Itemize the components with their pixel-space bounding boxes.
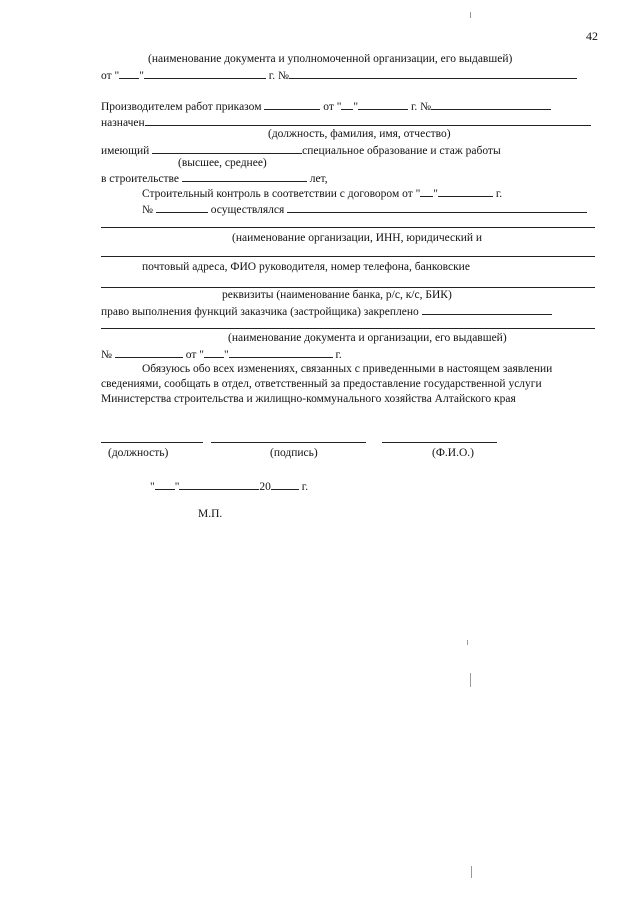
appointed-label: назначен xyxy=(101,117,145,129)
signature-line[interactable] xyxy=(211,442,366,443)
customer-functions-text: право выполнения функций заказчика (застройщика) закреплено xyxy=(101,306,419,318)
construction-control-text: Строительный контроль в соответствии с договором от " xyxy=(142,188,421,200)
year-number-label: г. № xyxy=(268,70,289,82)
document-number-date-line: № от " " г. xyxy=(101,349,342,361)
page-number: 42 xyxy=(586,29,598,43)
date-line: " " 20 г. xyxy=(150,481,309,493)
stamp-place: М.П. xyxy=(198,508,223,520)
from-label: от " xyxy=(101,70,120,82)
month-field[interactable] xyxy=(179,480,259,490)
number-field[interactable] xyxy=(289,69,577,79)
work-producer-label: Производителем работ приказом xyxy=(101,101,262,113)
document-organization-caption: (наименование документа и организации, его выдавшей) xyxy=(228,332,507,344)
day-field[interactable] xyxy=(420,187,433,197)
having-label: имеющий xyxy=(101,145,150,157)
month-field[interactable] xyxy=(144,69,266,79)
education-field[interactable] xyxy=(152,144,302,154)
month-field[interactable] xyxy=(438,187,493,197)
organization-field[interactable] xyxy=(287,203,587,213)
obligation-paragraph-line-3: Министерства строительства и жилищно-коммунального хозяйства Алтайского края xyxy=(101,393,516,405)
organization-caption: (наименование организации, ИНН, юридический и xyxy=(232,232,483,244)
document-number-field[interactable] xyxy=(115,348,183,358)
obligation-paragraph-line-1: Обязуюсь обо всех изменениях, связанных с приведенными в настоящем заявлении xyxy=(142,363,553,375)
education-text: специальное образование и стаж работы xyxy=(302,145,501,157)
address-caption: почтовый адреса, ФИО руководителя, номер телефона, банковские xyxy=(142,261,470,273)
day-field[interactable] xyxy=(119,69,139,79)
organization-line-3[interactable] xyxy=(101,256,595,257)
day-field[interactable] xyxy=(341,100,353,110)
obligation-paragraph-line-2: сведениями, сообщать в отдел, ответственный за предоставление государственной услуги xyxy=(101,378,542,390)
bank-details-caption: реквизиты (наименование банка, р/с, к/с, БИК) xyxy=(222,289,452,301)
day-field[interactable] xyxy=(155,480,175,490)
bank-details-line[interactable] xyxy=(101,287,595,288)
day-field[interactable] xyxy=(204,348,224,358)
month-field[interactable] xyxy=(358,100,408,110)
construction-control-line: Строительный контроль в соответствии с договором от " " г. xyxy=(142,188,503,200)
order-field[interactable] xyxy=(264,100,320,110)
appointed-field[interactable] xyxy=(145,116,591,126)
organization-line-2[interactable] xyxy=(101,227,595,228)
performed-label: осуществлялся xyxy=(210,204,285,216)
document-date-number-line: от " " г. № xyxy=(101,69,577,83)
assigned-field[interactable] xyxy=(422,305,552,315)
sign-caption: (подпись) xyxy=(270,447,318,459)
position-signature-line[interactable] xyxy=(101,442,203,443)
education-caption: (высшее, среднее) xyxy=(178,157,267,169)
construction-label: в строительстве xyxy=(101,173,179,185)
document-line[interactable] xyxy=(101,328,595,329)
experience-field[interactable] xyxy=(182,172,307,182)
month-field[interactable] xyxy=(229,348,333,358)
number-field[interactable] xyxy=(431,100,551,110)
position-name-caption: (должность, фамилия, имя, отчество) xyxy=(268,128,451,140)
work-producer-order-line: Производителем работ приказом от " " г. № xyxy=(101,100,551,114)
contract-number-field[interactable] xyxy=(156,203,208,213)
document-caption: (наименование документа и уполномоченной организации, его выдавшей) xyxy=(148,53,513,65)
education-line xyxy=(101,144,501,158)
name-caption: (Ф.И.О.) xyxy=(432,447,474,459)
experience-line: в строительстве лет, xyxy=(101,173,328,185)
scan-speck xyxy=(467,640,468,645)
scan-speck xyxy=(470,12,471,18)
position-caption: (должность) xyxy=(108,447,169,459)
contract-number-line: № осуществлялся xyxy=(142,203,587,217)
year-prefix: 20 xyxy=(259,481,271,493)
year-field[interactable] xyxy=(271,480,299,490)
name-signature-line[interactable] xyxy=(382,442,497,443)
scan-speck xyxy=(470,673,471,687)
scan-speck xyxy=(471,866,472,878)
customer-functions-line xyxy=(101,305,552,319)
